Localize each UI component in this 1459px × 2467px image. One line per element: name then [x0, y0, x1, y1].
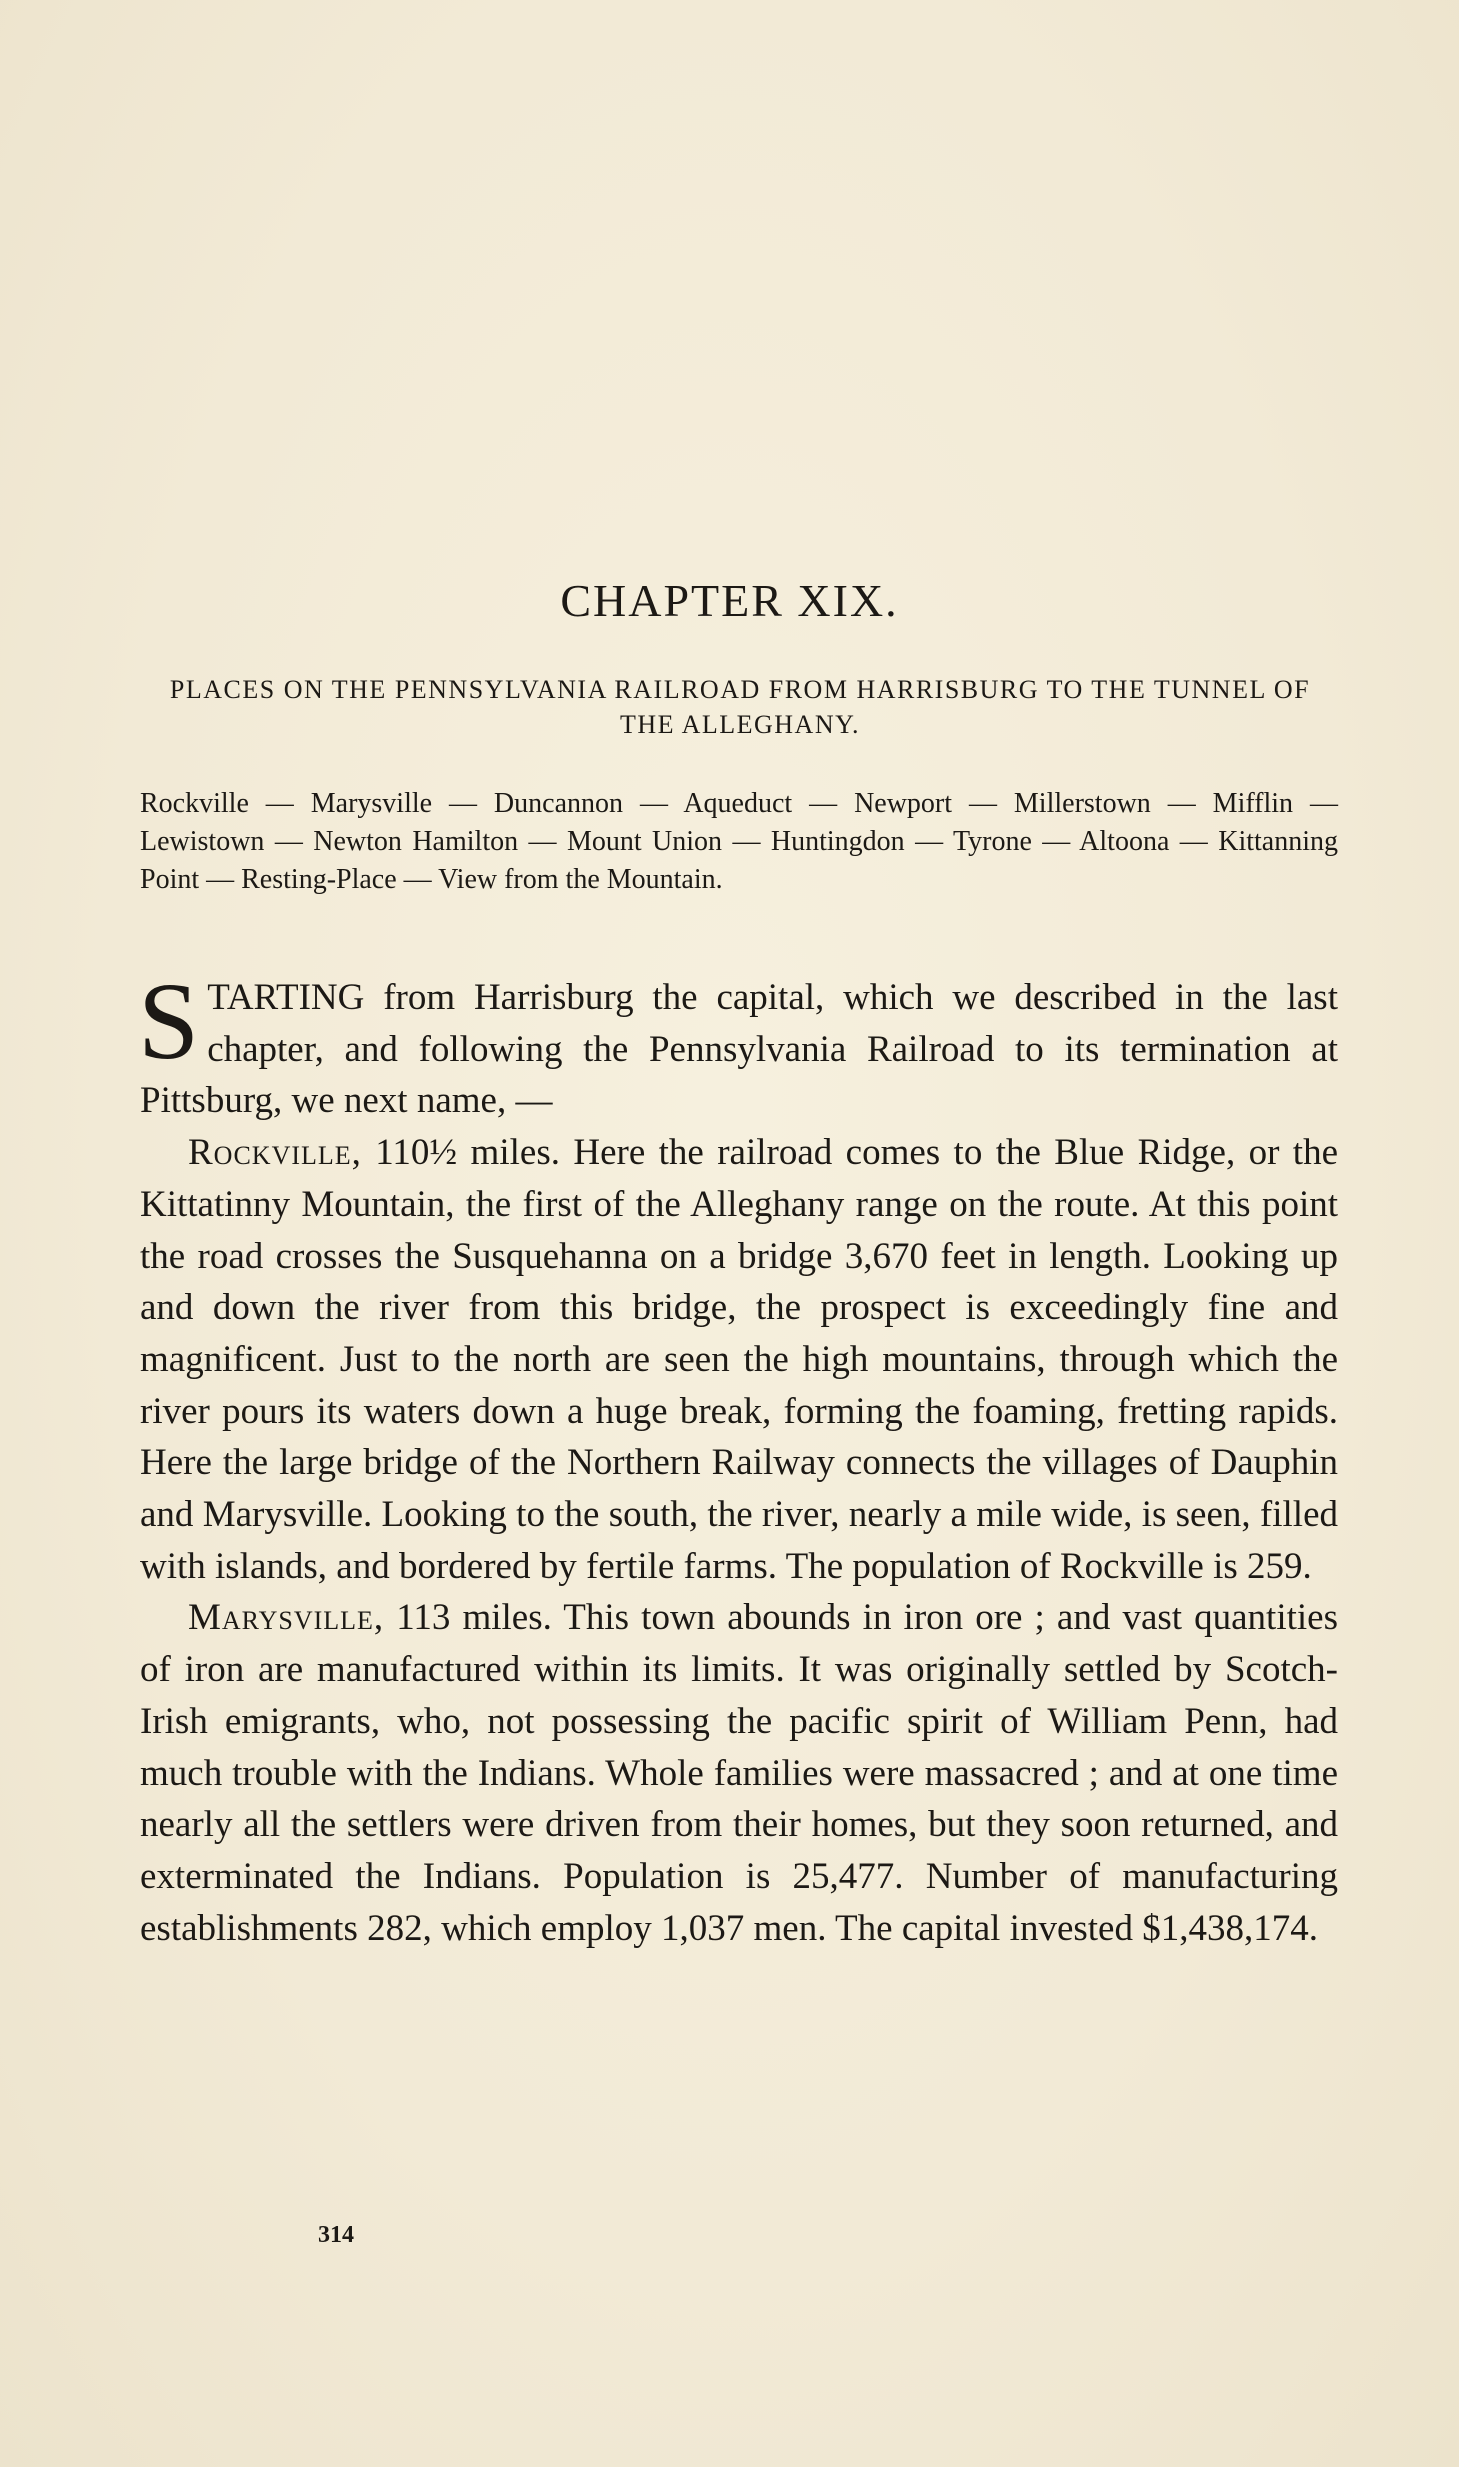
- paragraph-marysville-text: 113 miles. This town abounds in iron ore ; and vast quantities of iron are manufactured within its limits. It was originally settled by Scotch-Irish emigrants, who, not possessing the pacific spirit of William Penn, had much trouble with the Indians. Whole families were massacred ; and at one time nearly all the settlers were driven from their homes, but they soon returned, and exterminated the Indians. Population is 25,477. Number of manufacturing establishments 282, which employ 1,037 men. The capital invested $1,438,174.: [140, 1597, 1338, 1949]
- page-number: 314: [318, 2222, 354, 2248]
- paragraph-rockville: [140, 1127, 1338, 1592]
- drop-cap: S: [138, 960, 200, 1082]
- chapter-subtitle: PLACES ON THE PENNSYLVANIA RAILROAD FROM HARRISBURG TO THE TUNNEL OF THE ALLEGHANY.: [169, 675, 1311, 739]
- paragraph-starting-text: TARTING from Harrisburg the capital, which we described in the last chapter, and following the Pennsylvania Railroad to its termination at Pittsburg, we next name, —: [140, 977, 1338, 1122]
- place-name-marysville: Marysville,: [188, 1597, 385, 1639]
- chapter-summary: Rockville — Marysville — Duncannon — Aqueduct — Newport — Millerstown — Mifflin — Lewistown — Newton Hamilton — Mount Union — Huntingdon — Tyrone — Altoona — Kittanning Point — Resting-Place — View from the Mountain.: [140, 788, 1338, 895]
- chapter-title: CHAPTER XIX.: [560, 575, 899, 626]
- paragraph-starting: [138, 960, 1338, 1127]
- paragraph-rockville-text: 110½ miles. Here the railroad comes to the Blue Ridge, or the Kittatinny Mountain, the first of the Alleghany range on the route. At this point the road crosses the Susquehanna on a bridge 3,670 feet in length. Looking up and down the river from this bridge, the prospect is exceedingly fine and magnificent. Just to the north are seen the high mountains, through which the river pours its waters down a huge break, forming the foaming, fretting rapids. Here the large bridge of the Northern Railway connects the villages of Dauphin and Marysville. Looking to the south, the river, nearly a mile wide, is seen, filled with islands, and bordered by fertile farms. The population of Rockville is 259.: [140, 1132, 1338, 1587]
- place-name-rockville: Rockville,: [188, 1132, 362, 1174]
- paragraph-marysville: [140, 1592, 1338, 1954]
- chapter-body: [138, 960, 1338, 1954]
